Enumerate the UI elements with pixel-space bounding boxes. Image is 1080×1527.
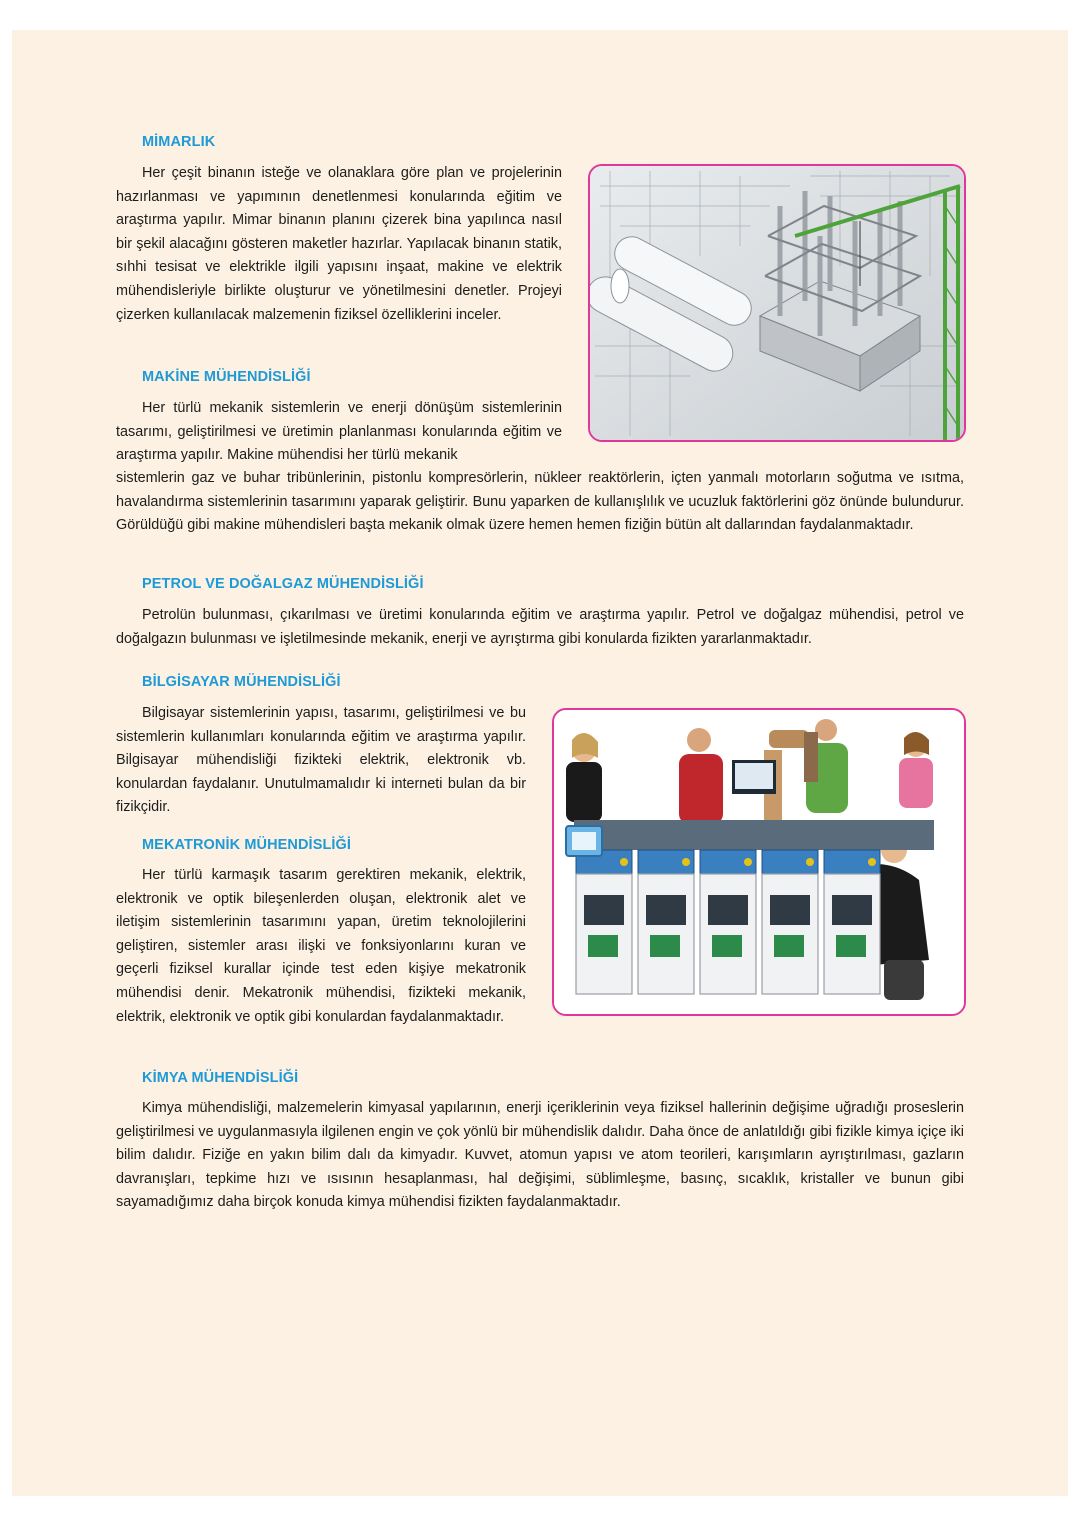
paragraph-bilgisayar: Bilgisayar sistemlerinin yapısı, tasarımı, geliştirilmesi ve bu sistemlerin kullanımları konularında eğitim ve araştırma yapılır. Bilgisayar mühendisliği fizikteki elektrik, elektronik vb. konulardan faydalanır. Unutulmamalıdır ki interneti bulan da bir fizikçidir.: [116, 705, 526, 816]
heading-kimya: KİMYA MÜHENDİSLİĞİ: [142, 1070, 299, 1086]
mechatronics-photo: [552, 708, 966, 1016]
heading-makine: MAKİNE MÜHENDİSLİĞİ: [142, 369, 311, 385]
heading-mimarlik: MİMARLIK: [142, 134, 216, 150]
paragraph-makine-part1: Her türlü mekanik sistemlerin ve enerji dönüşüm sistemlerinin tasarımı, geliştirilmesi ve üretimin planlanması konularında eğitim ve araştırma yapılır. Makine mühendisi her türlü mekanik: [116, 400, 562, 464]
mechatronics-illustration: [554, 710, 964, 1014]
paragraph-mekatronik: Her türlü karmaşık tasarım gerektiren mekanik, elektrik, elektronik ve optik bileşenlerden oluşan, elektronik alet ve iletişim sistemlerinin tasarımını yapan, üretim teknolojilerini geliştiren, sistemler arası ilişki ve fonksiyonlarını kuran ve geçerli fiziksel kurallar içinde test eden kişiye mekatronik mühendisi denir. Mekatronik mühendisi, fizikteki mekanik, elektrik, elektronik ve optik gibi konulardan faydalanmaktadır.: [116, 867, 526, 1025]
paragraph-mimarlik: Her çeşit binanın isteğe ve olanaklara göre plan ve projelerinin hazırlanması ve yapımının denetlenmesi konularında eğitim ve araştırma yapılır. Mimar binanın planını çizerek bina yapılınca nasıl bir şekil alacağını gösteren maketler hazırlar. Yapılacak binanın statik, sıhhi tesisat ve elektrikle ilgili yapısını inşaat, makine ve elektrik mühendisleriyle birlikte oluşturur ve yönetilmesini denetler. Projeyi çizerken kullanılacak malzemenin fiziksel özelliklerini inceler.: [116, 165, 562, 323]
heading-petrol: PETROL VE DOĞALGAZ MÜHENDİSLİĞİ: [142, 576, 424, 592]
heading-mekatronik: MEKATRONİK MÜHENDİSLİĞİ: [142, 837, 352, 853]
paragraph-kimya: Kimya mühendisliği, malzemelerin kimyasal yapılarının, enerji içeriklerinin veya fiziksel hallerinin değişime uğradığı proseslerin geliştirilmesi ve uygulanmasıyla ilgilenen engin ve çok yönlü bir mühendislik dalıdır. Daha önce de anlatıldığı gibi fizikle kimya içiçe iki bilim dalıdır. Fiziğe en yakın bilim dalı da kimyadır. Kuvvet, atomun yapısı ve atom teorileri, karışımların ayrıştırılması, gazların davranışları, tepkime hızı ve ısısının hesaplanması, hal değişimi, süblimleşme, basınç, sıcaklık, kristaller ve bunun gibi sayamadığımız daha birçok konuda kimya mühendisi fizikten faydalanmaktadır.: [116, 1100, 964, 1211]
paragraph-makine-part2: sistemlerin gaz ve buhar tribünlerinin, pistonlu kompresörlerin, nükleer reaktörlerin, içten yanmalı motorların soğutma ve ısıtma, havalandırma sistemlerinin tasarımını yaparak geliştirir. Bunu yaparken de kullanışlılık ve ucuzluk faktörlerini göz önünde bulundurur. Görüldüğü gibi makine mühendisleri başta mekanik olmak üzere hemen hemen fiziğin bütün alt dallarından faydalanmaktadır.: [116, 470, 964, 534]
architecture-illustration: [590, 166, 964, 440]
heading-bilgisayar: BİLGİSAYAR MÜHENDİSLİĞİ: [142, 674, 341, 690]
architecture-photo: [588, 164, 966, 442]
paragraph-petrol: Petrolün bulunması, çıkarılması ve üretimi konularında eğitim ve araştırma yapılır. Petrol ve doğalgaz mühendisi, petrol ve doğalgazın bulunması ve işletilmesinde mekanik, enerji ve ayrıştırma gibi konularda fizikten yararlanmaktadır.: [116, 607, 964, 647]
